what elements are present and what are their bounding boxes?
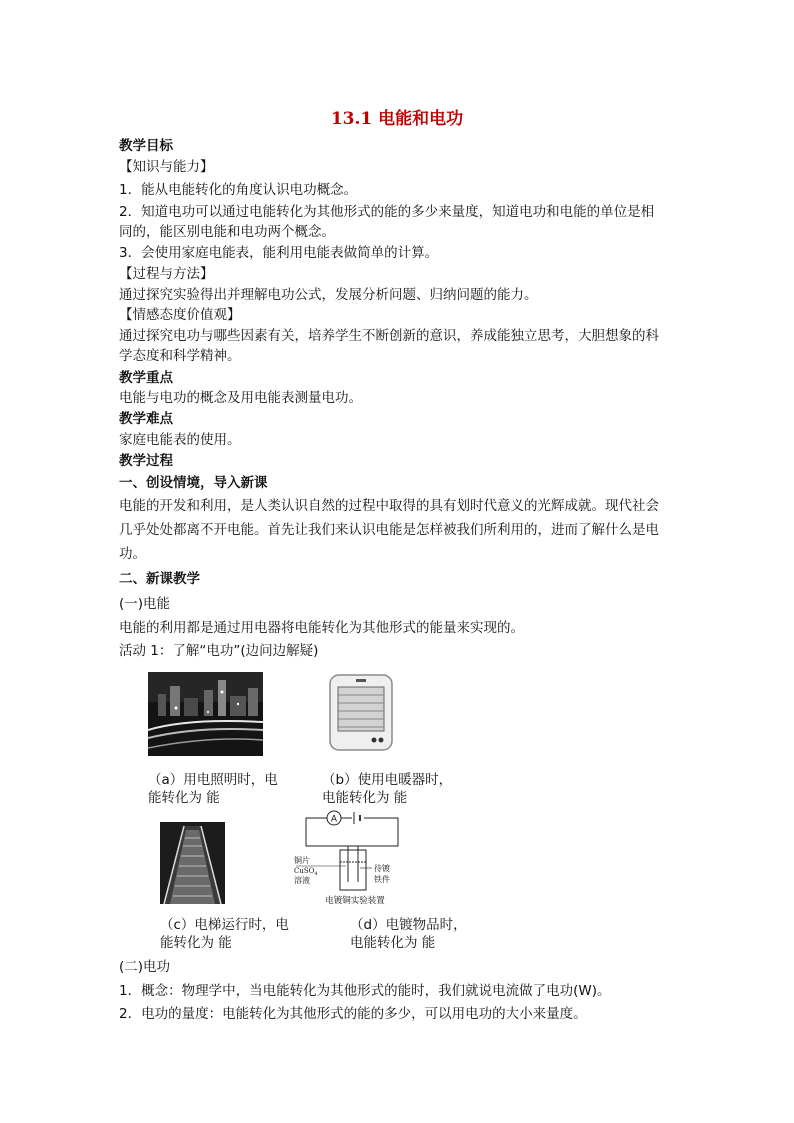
diagram-label-iron: 铁件 <box>374 875 390 884</box>
paragraph-line: 通过探究实验得出并理解电功公式，发展分析问题、归纳问题的能力。 <box>119 287 538 303</box>
caption-d-line2: 电能转化为 能 <box>350 935 436 951</box>
paragraph-line: 学态度和科学精神。 <box>119 348 241 364</box>
section-heading-1: 一、创设情境，导入新课 <box>119 475 268 491</box>
activity-line: 活动 1：了解“电功”(边问边解疑) <box>119 643 319 659</box>
subheading-knowledge: 【知识与能力】 <box>119 159 214 175</box>
paragraph-line: 电能与电功的概念及用电能表测量电功。 <box>119 390 362 406</box>
caption-c-line2: 能转化为 能 <box>160 935 232 951</box>
paragraph-line: 通过探究电功与哪些因素有关，培养学生不断创新的意识，养成能独立思考，大胆想象的科 <box>119 328 659 344</box>
caption-b-line2: 电能转化为 能 <box>322 790 408 806</box>
paragraph-line: 2．电功的量度：电能转化为其他形式的能的多少，可以用电功的大小来量度。 <box>119 1006 587 1022</box>
subsection-electric-energy: (一)电能 <box>119 596 171 612</box>
caption-c-line1: （c）电梯运行时，电 <box>160 917 289 933</box>
paragraph-line: 3．会使用家庭电能表，能利用电能表做简单的计算。 <box>119 245 439 261</box>
heading-key-points: 教学重点 <box>119 370 173 386</box>
diagram-caption: 电镀铜实验装置 <box>325 896 385 906</box>
section-heading-2: 二、新课教学 <box>119 571 200 587</box>
paragraph-line: 几乎处处都离不开电能。首先让我们来认识电能是怎样被我们所利用的，进而了解什么是电 <box>119 522 659 538</box>
electroplating-diagram <box>290 810 420 910</box>
paragraph-line: 1．能从电能转化的角度认识电功概念。 <box>119 182 358 198</box>
escalator-photo <box>160 822 225 904</box>
heading-teaching-process: 教学过程 <box>119 453 173 469</box>
caption-d-line1: （d）电镀物品时， <box>350 917 467 933</box>
paragraph-line: 1．概念：物理学中，当电能转化为其他形式的能时，我们就说电流做了电功(W)。 <box>119 983 611 999</box>
paragraph-line: 电能的利用都是通过用电器将电能转化为其他形式的能量来实现的。 <box>119 620 524 636</box>
diagram-label-solution: 溶液 <box>294 876 310 885</box>
paragraph-line: 家庭电能表的使用。 <box>119 432 241 448</box>
caption-a-line1: （a）用电照明时，电 <box>148 772 278 788</box>
subheading-attitude: 【情感态度价值观】 <box>119 307 241 323</box>
night-city-photo <box>148 672 263 756</box>
paragraph-line: 电能的开发和利用，是人类认识自然的过程中取得的具有划时代意义的光辉成就。现代社会 <box>119 498 659 514</box>
diagram-label-cuso4: CuSO$_4$ <box>294 867 318 877</box>
page-title: 13.1 电能和电功 <box>330 109 464 129</box>
heading-difficulties: 教学难点 <box>119 411 173 427</box>
heading-teaching-goals: 教学目标 <box>119 138 173 154</box>
paragraph-line: 同的，能区别电能和电功两个概念。 <box>119 224 335 240</box>
paragraph-line: 2．知道电功可以通过电能转化为其他形式的能的多少来量度，知道电功和电能的单位是相 <box>119 204 655 220</box>
ammeter-label: A <box>330 814 338 825</box>
electric-heater-photo <box>328 673 394 752</box>
caption-a-line2: 能转化为 能 <box>148 790 220 806</box>
subsection-electric-work: (二)电功 <box>119 959 171 975</box>
caption-b-line1: （b）使用电暖器时， <box>322 772 453 788</box>
diagram-label-to-plate: 待镀 <box>374 864 390 873</box>
subheading-process: 【过程与方法】 <box>119 266 214 282</box>
diagram-label-copper: 铜片 <box>294 856 310 865</box>
paragraph-line: 功。 <box>119 546 146 562</box>
